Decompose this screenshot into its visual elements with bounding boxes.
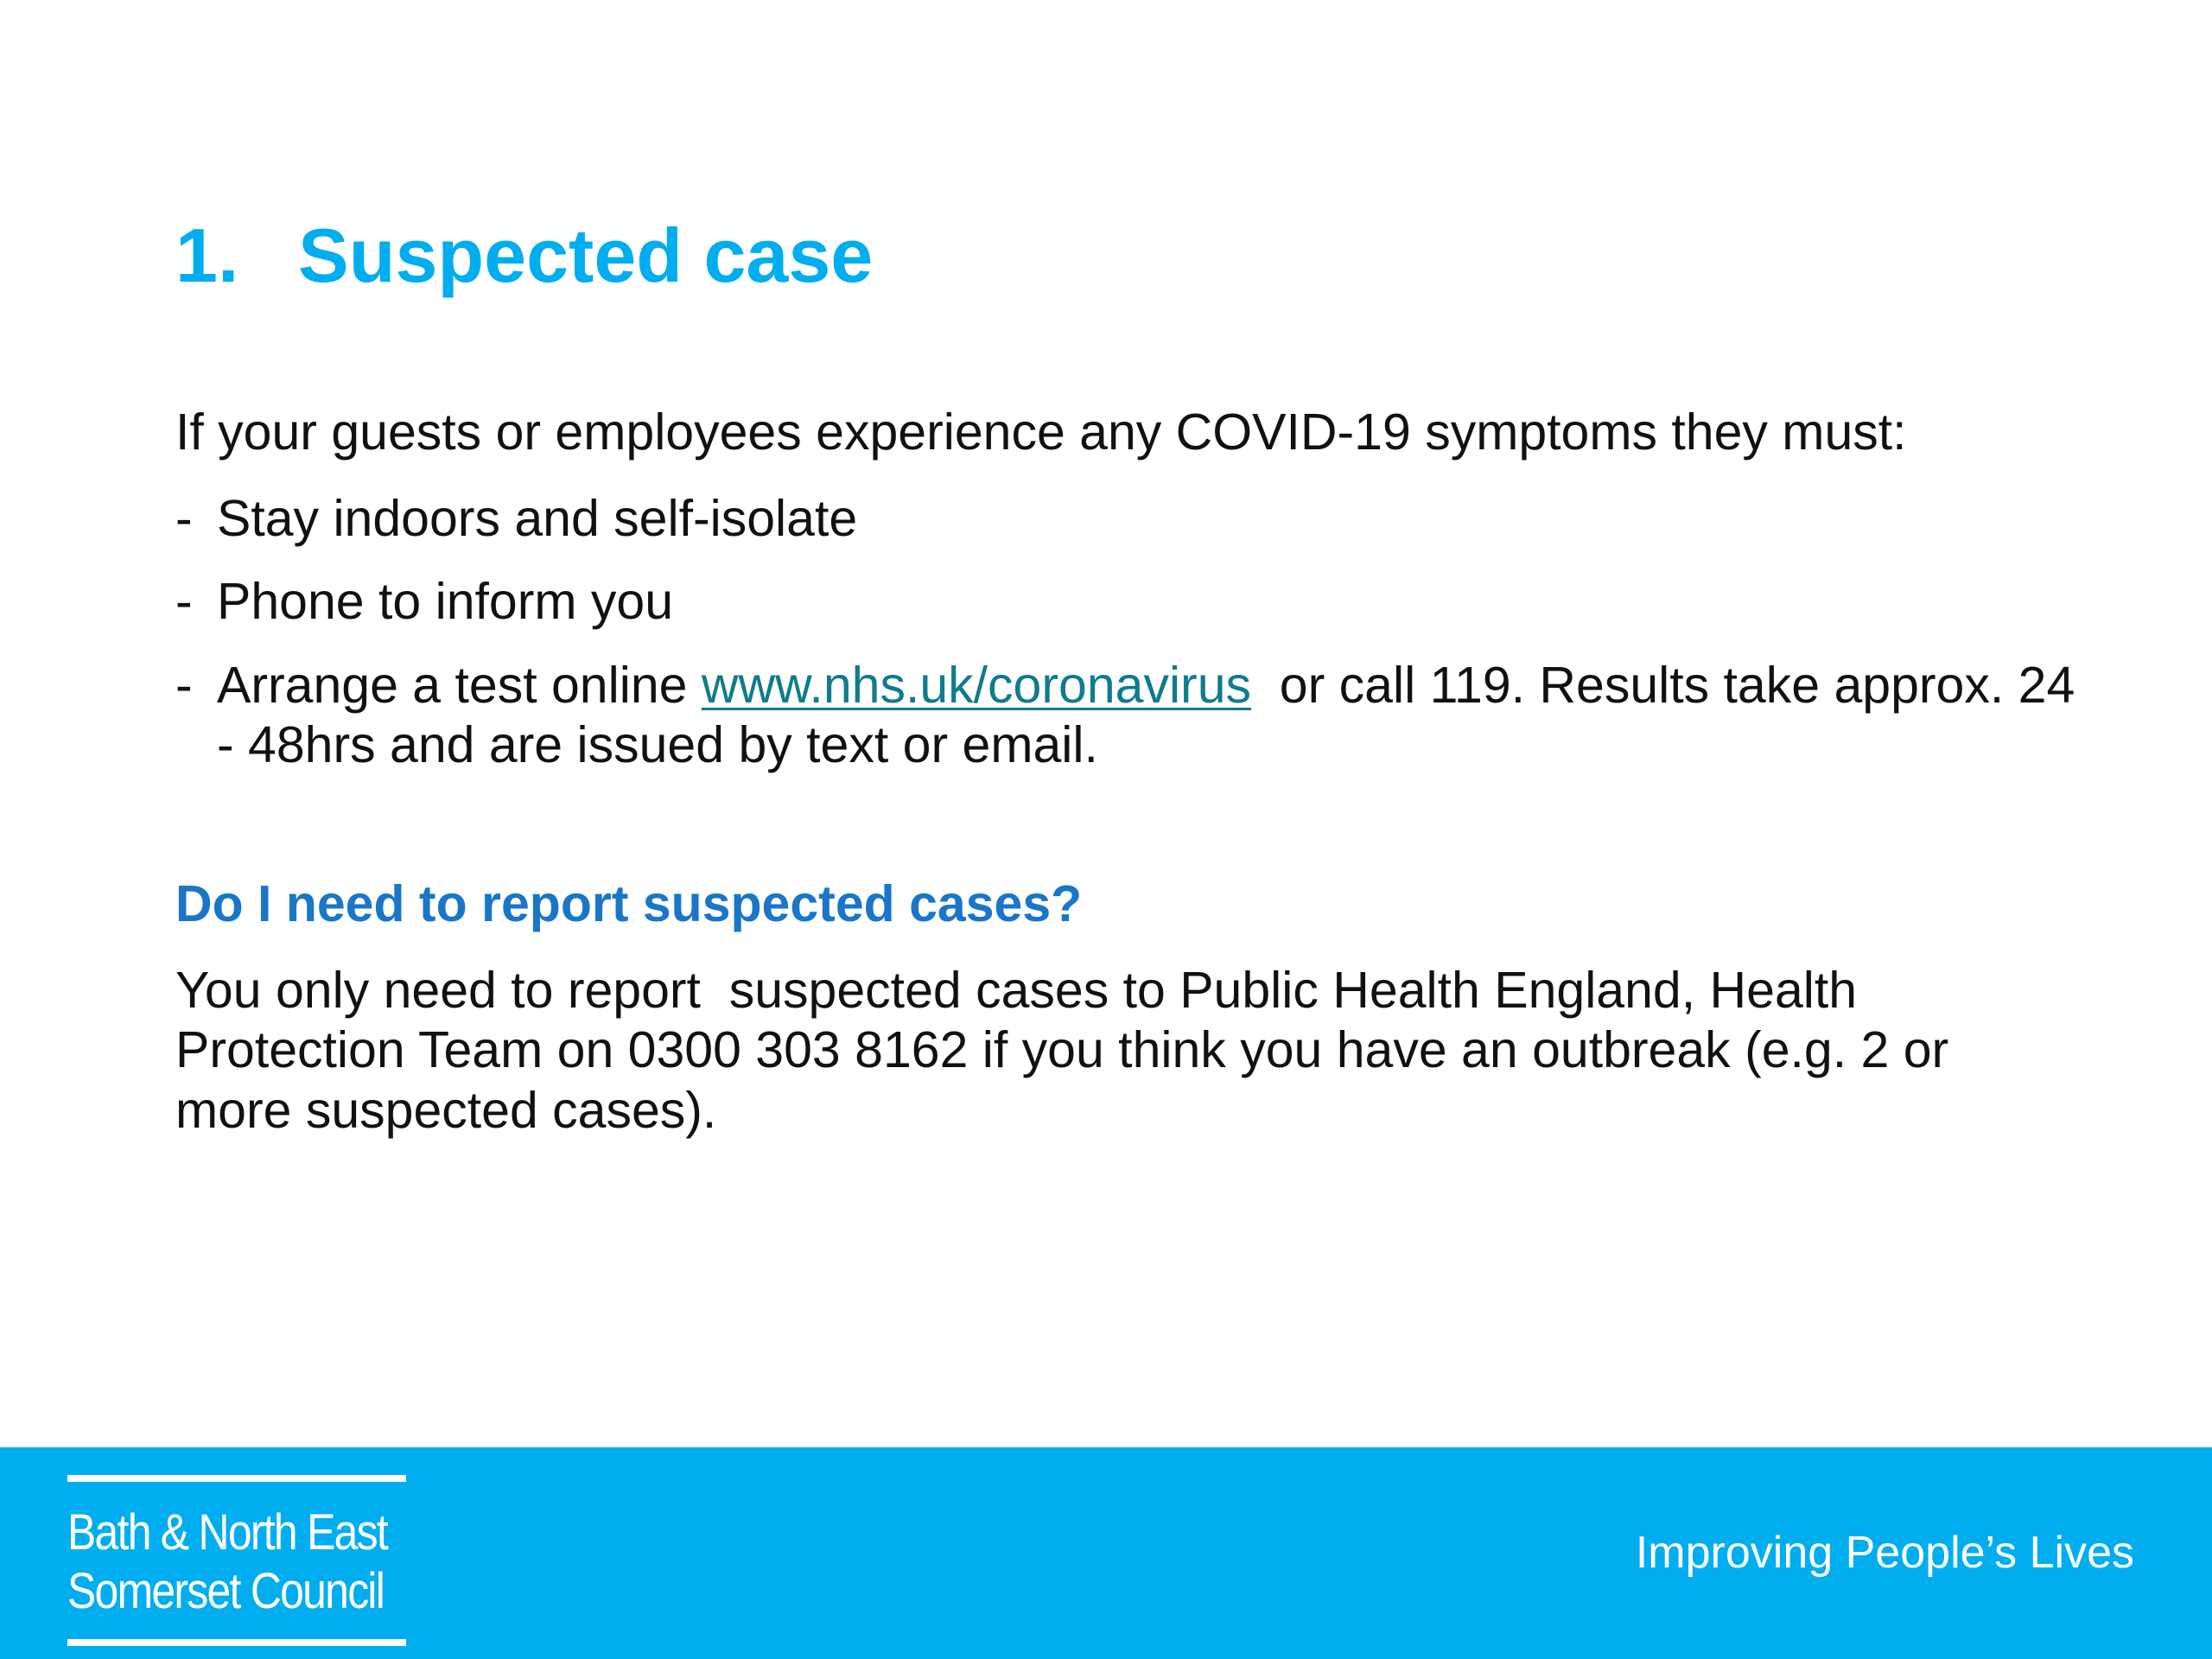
logo-line-2: Somerset Council: [67, 1563, 385, 1619]
logo-top-rule: [67, 1475, 406, 1482]
footer-tagline: Improving People’s Lives: [1635, 1528, 2134, 1578]
title-text: Suspected case: [298, 213, 874, 298]
logo-line-1: Bath & North East: [67, 1504, 388, 1560]
intro-paragraph: If your guests or employees experience any COVID-19 symptoms they must:: [175, 404, 1907, 461]
list-item: [175, 572, 2076, 632]
list-item-text: Phone to inform you: [217, 573, 674, 631]
slide-title: [175, 214, 873, 298]
symptom-action-list: [175, 489, 2089, 776]
bullet-dash: -: [175, 656, 193, 714]
bullet-dash: -: [175, 489, 193, 547]
slide-content: [175, 403, 2089, 1141]
list-item-text-before-link: Arrange a test online: [217, 656, 702, 714]
list-item: [175, 489, 2076, 550]
footer-bar: [0, 1447, 2212, 1659]
council-logo: [67, 1475, 406, 1648]
report-subheading: Do I need to report suspected cases?: [175, 875, 1083, 933]
title-number: 1.: [175, 213, 239, 298]
report-paragraph: You only need to report suspected cases to Public Health England, Health Protection Team on 0300 303 8162 if you think you have an outbreak (e.g. 2 or more suspected cases).: [175, 961, 1963, 1139]
bullet-dash: -: [175, 573, 193, 631]
list-item: [175, 656, 2089, 776]
logo-bottom-rule: [67, 1639, 406, 1646]
nhs-coronavirus-link[interactable]: www.nhs.uk/coronavirus: [701, 656, 1252, 714]
list-item-text-after-link: or call 119. Results take approx. 24 - 48hrs and are issued by text or email.: [217, 656, 2089, 774]
list-item-text: Stay indoors and self-isolate: [217, 489, 858, 547]
